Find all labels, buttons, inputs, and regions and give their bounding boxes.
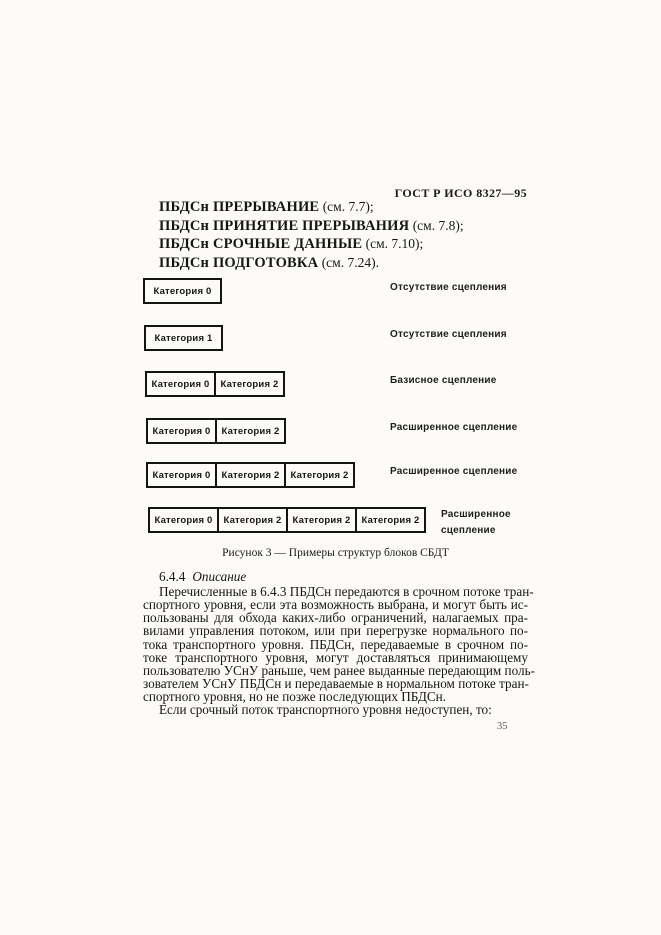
pbdsn-ref: (см. 7.10); <box>362 236 424 252</box>
list-item <box>159 255 464 274</box>
list-item <box>159 218 464 237</box>
section-title: Описание <box>192 569 247 584</box>
coupling-label: Отсутствие сцепления <box>390 282 507 293</box>
text-line: зователем УСнУ ПБДСн и передаваемые в нормальном потоке тран- <box>143 675 529 691</box>
category-box: Категория 2 <box>355 507 426 533</box>
pbdsn-list <box>159 199 464 273</box>
figure-row-1 <box>0 278 661 308</box>
coupling-label: Базисное сцепление <box>390 375 497 386</box>
body-paragraph-2: Если срочный поток транспортного уровня недоступен, то: <box>159 702 492 717</box>
pbdsn-name: ПБДСн ПРЕРЫВАНИЕ <box>159 199 320 215</box>
category-box: Категория 2 <box>215 418 286 444</box>
coupling-label: Расширенное сцепление <box>390 422 518 433</box>
text-line: спортного уровня, если эта возможность выбрана, и могут быть ис- <box>143 597 528 613</box>
figure-row-2 <box>0 325 661 355</box>
pbdsn-name: ПБДСн ПОДГОТОВКА <box>159 254 319 271</box>
category-box: Категория 0 <box>145 371 216 397</box>
pbdsn-name: ПБДСн СРОЧНЫЕ ДАННЫЕ <box>159 236 363 253</box>
body-paragraph-1 <box>143 584 535 705</box>
figure-row-6 <box>0 507 661 537</box>
block-structure <box>148 507 426 533</box>
category-box: Категория 2 <box>214 371 285 397</box>
block-structure <box>146 462 355 488</box>
figure-row-4 <box>0 418 661 448</box>
category-box: Категория 0 <box>148 507 219 533</box>
figure-row-3 <box>0 371 661 401</box>
block-structure <box>145 371 285 397</box>
section-number: 6.4.4 <box>159 569 186 584</box>
category-box: Категория 2 <box>286 507 357 533</box>
coupling-label: Отсутствие сцепления <box>390 329 507 340</box>
category-box: Категория 2 <box>217 507 288 533</box>
text-line: спортного уровня, но не позже последующих ПБДСн. <box>143 689 446 705</box>
list-item <box>159 199 464 218</box>
coupling-label: Расширенное сцепление <box>390 466 518 477</box>
text-line: пользованы для обхода каких-либо ограничений, налагаемых пра- <box>143 610 528 626</box>
category-box: Категория 1 <box>144 325 223 351</box>
text-line: Перечисленные в 6.4.3 ПБДСн передаются в срочном потоке тран- <box>159 584 534 599</box>
category-box: Категория 0 <box>146 462 217 488</box>
section-heading <box>159 569 246 585</box>
block-structure <box>143 278 222 304</box>
text-line: вилами управления потоком, или при перегрузке нормального по- <box>143 623 528 639</box>
category-box: Категория 2 <box>215 462 286 488</box>
running-header: ГОСТ Р ИСО 8327—95 <box>394 186 527 200</box>
pbdsn-ref: (см. 7.24). <box>318 254 379 270</box>
pbdsn-name: ПБДСн ПРИНЯТИЕ ПРЕРЫВАНИЯ <box>159 217 410 234</box>
block-structure <box>146 418 286 444</box>
pbdsn-ref: (см. 7.7); <box>319 199 374 214</box>
list-item <box>159 236 464 255</box>
block-structure <box>144 325 223 351</box>
category-box: Категория 0 <box>143 278 222 304</box>
coupling-label: Расширенное сцепление <box>441 509 511 536</box>
text-line: пользователю УСнУ раньше, чем ранее выданные передающим поль- <box>143 662 535 678</box>
category-box: Категория 2 <box>284 462 355 488</box>
text-line: тока транспортного уровня. ПБДСн, передаваемые в срочном по- <box>143 636 528 652</box>
text-line: токе транспортного уровня, могут доставляться принимающему <box>143 649 528 665</box>
page-number: 35 <box>497 721 508 732</box>
category-box: Категория 0 <box>146 418 217 444</box>
figure-row-5 <box>0 462 661 492</box>
pbdsn-ref: (см. 7.8); <box>409 217 464 233</box>
figure-caption: Рисунок 3 — Примеры структур блоков СБДТ <box>222 547 449 559</box>
